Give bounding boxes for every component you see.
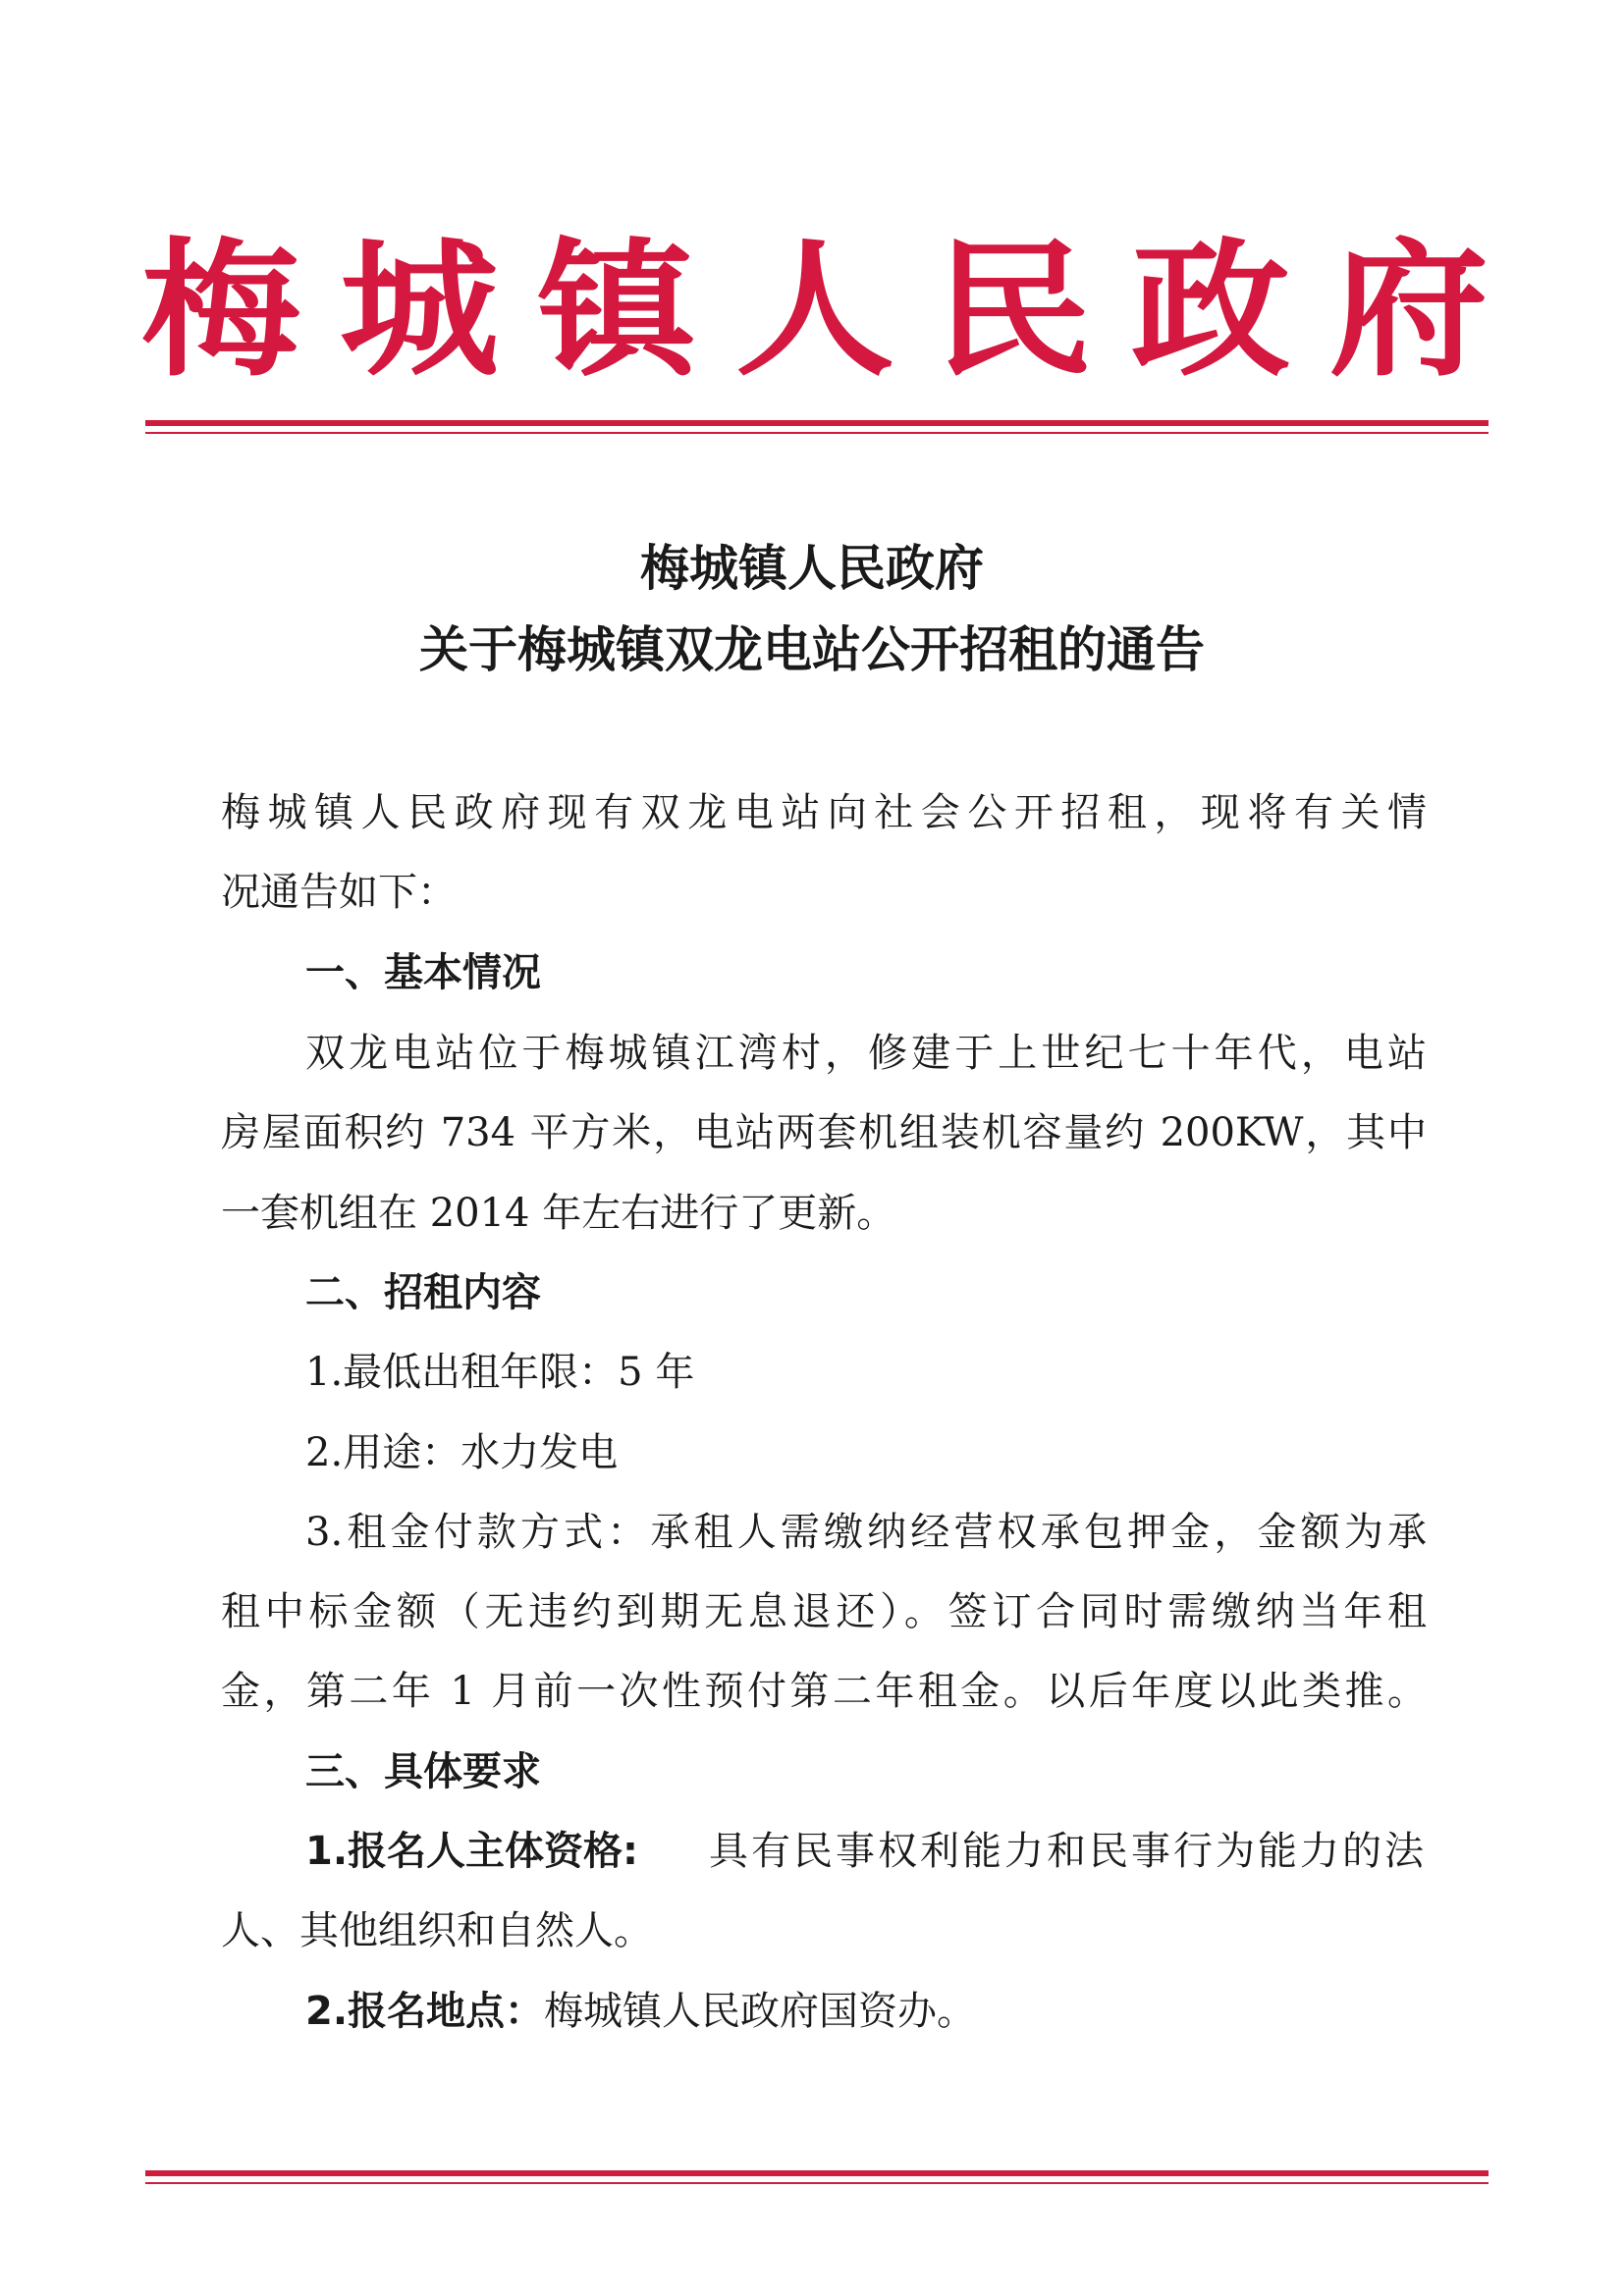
masthead-divider <box>145 420 1489 434</box>
document-title-line-1: 梅城镇人民政府 <box>640 539 984 597</box>
requirement-location-label: 2.报名地点： <box>305 1989 545 2034</box>
requirement-eligibility-line: 人、其他组织和自然人。 <box>221 1908 653 1953</box>
section-heading-lease: 二、招租内容 <box>305 1270 541 1315</box>
masthead-char: 政 <box>1131 226 1291 397</box>
section-heading-requirements: 三、具体要求 <box>305 1749 541 1794</box>
masthead-org-name <box>140 226 1489 397</box>
footer-divider <box>145 2170 1489 2184</box>
lease-item-payment-line: 租中标金额（无违约到期无息退还）。签订合同时需缴纳当年租 <box>221 1589 1427 1634</box>
document-title-line-2: 关于梅城镇双龙电站公开招租的通告 <box>419 620 1205 678</box>
masthead-char: 城 <box>339 226 499 397</box>
masthead-char: 民 <box>933 226 1093 397</box>
lease-item-term: 1.最低出租年限：5 年 <box>305 1350 695 1395</box>
requirement-eligibility-line <box>305 1827 1427 1876</box>
intro-paragraph-line: 梅城镇人民政府现有双龙电站向社会公开招租，现将有关情 <box>221 790 1427 835</box>
requirement-eligibility-text: 具有民事权利能力和民事行为能力的法 <box>709 1829 1427 1874</box>
lease-item-payment-line: 3.租金付款方式：承租人需缴纳经营权承包押金，金额为承 <box>305 1510 1427 1555</box>
section-heading-basic: 一、基本情况 <box>305 950 541 995</box>
intro-paragraph-line: 况通告如下： <box>221 870 457 915</box>
masthead-char: 镇 <box>537 226 697 397</box>
basic-info-line: 双龙电站位于梅城镇江湾村，修建于上世纪七十年代，电站 <box>305 1031 1427 1076</box>
requirement-eligibility-label: 1.报名人主体资格: <box>305 1829 639 1874</box>
requirement-location-text: 梅城镇人民政府国资办。 <box>544 1989 977 2034</box>
basic-info-line: 房屋面积约 734 平方米，电站两套机组装机容量约 200KW，其中 <box>221 1110 1427 1155</box>
masthead-char: 人 <box>734 226 894 397</box>
masthead-char: 梅 <box>140 226 301 397</box>
basic-info-line: 一套机组在 2014 年左右进行了更新。 <box>221 1191 896 1236</box>
requirement-location-line <box>305 1987 1511 2036</box>
lease-item-payment-line: 金，第二年 1 月前一次性预付第二年租金。以后年度以此类推。 <box>221 1669 1427 1714</box>
masthead-char: 府 <box>1328 226 1489 397</box>
lease-item-usage: 2.用途：水力发电 <box>305 1430 619 1475</box>
